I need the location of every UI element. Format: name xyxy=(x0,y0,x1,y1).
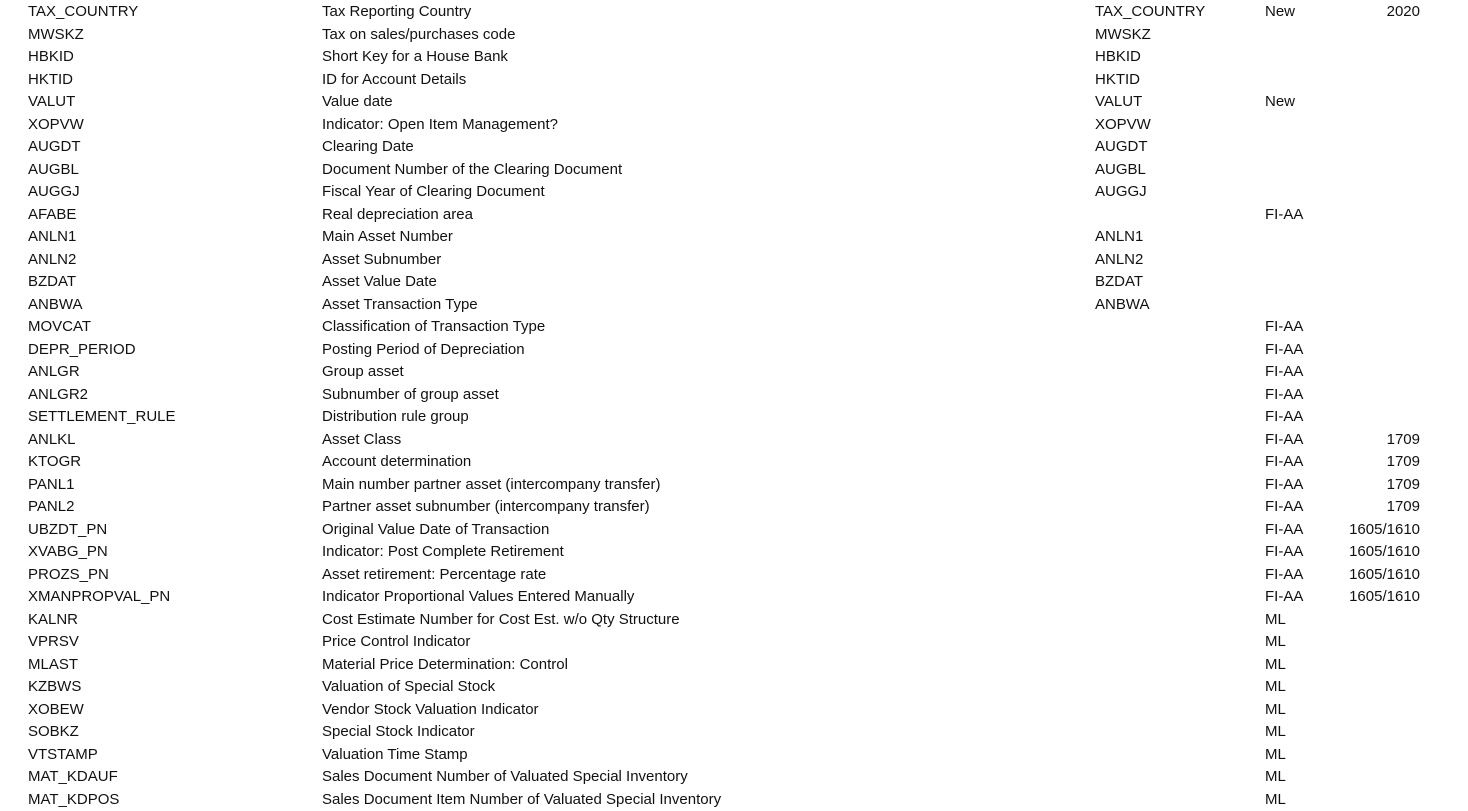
release-cell: 1605/1610 xyxy=(1330,564,1420,587)
status-cell: ML xyxy=(1265,609,1335,632)
status-cell: ML xyxy=(1265,631,1335,654)
status-cell: FI-AA xyxy=(1265,496,1335,519)
field-name-cell: ANBWA xyxy=(28,294,313,317)
technical-name-cell: XOPVW xyxy=(1095,114,1260,137)
table-row xyxy=(0,114,1468,137)
field-name-cell: HBKID xyxy=(28,46,313,69)
description-cell: Asset Class xyxy=(322,429,1087,452)
release-cell: 1605/1610 xyxy=(1330,519,1420,542)
field-name-cell: PANL2 xyxy=(28,496,313,519)
table-row xyxy=(0,429,1468,452)
field-name-cell: KZBWS xyxy=(28,676,313,699)
table-row xyxy=(0,609,1468,632)
table-row xyxy=(0,744,1468,767)
field-name-cell: UBZDT_PN xyxy=(28,519,313,542)
table-row xyxy=(0,631,1468,654)
field-name-cell: SOBKZ xyxy=(28,721,313,744)
release-cell: 1605/1610 xyxy=(1330,586,1420,609)
release-cell: 2020 xyxy=(1330,1,1420,24)
table-row xyxy=(0,564,1468,587)
description-cell: Indicator Proportional Values Entered Manually xyxy=(322,586,1087,609)
status-cell: FI-AA xyxy=(1265,339,1335,362)
table-row xyxy=(0,159,1468,182)
table-row xyxy=(0,384,1468,407)
status-cell: New xyxy=(1265,91,1335,114)
description-cell: Vendor Stock Valuation Indicator xyxy=(322,699,1087,722)
status-cell: ML xyxy=(1265,789,1335,811)
table-row xyxy=(0,451,1468,474)
field-name-cell: PROZS_PN xyxy=(28,564,313,587)
field-name-cell: KALNR xyxy=(28,609,313,632)
field-name-cell: ANLKL xyxy=(28,429,313,452)
description-cell: Asset retirement: Percentage rate xyxy=(322,564,1087,587)
table-row xyxy=(0,406,1468,429)
status-cell: FI-AA xyxy=(1265,586,1335,609)
field-name-cell: XOPVW xyxy=(28,114,313,137)
release-cell: 1709 xyxy=(1330,474,1420,497)
table-row xyxy=(0,24,1468,47)
description-cell: Sales Document Item Number of Valuated Special Inventory xyxy=(322,789,1087,811)
field-name-cell: ANLN1 xyxy=(28,226,313,249)
table-row xyxy=(0,69,1468,92)
field-name-cell: HKTID xyxy=(28,69,313,92)
description-cell: Material Price Determination: Control xyxy=(322,654,1087,677)
field-name-cell: AUGDT xyxy=(28,136,313,159)
release-cell: 1709 xyxy=(1330,429,1420,452)
field-name-cell: ANLGR2 xyxy=(28,384,313,407)
description-cell: Original Value Date of Transaction xyxy=(322,519,1087,542)
description-cell: Fiscal Year of Clearing Document xyxy=(322,181,1087,204)
technical-name-cell: ANBWA xyxy=(1095,294,1260,317)
description-cell: Valuation of Special Stock xyxy=(322,676,1087,699)
description-cell: Value date xyxy=(322,91,1087,114)
table-row xyxy=(0,699,1468,722)
status-cell: FI-AA xyxy=(1265,384,1335,407)
field-name-cell: AUGGJ xyxy=(28,181,313,204)
description-cell: Sales Document Number of Valuated Special Inventory xyxy=(322,766,1087,789)
technical-name-cell: VALUT xyxy=(1095,91,1260,114)
table-row xyxy=(0,46,1468,69)
field-table xyxy=(0,1,1468,811)
technical-name-cell: HBKID xyxy=(1095,46,1260,69)
table-row xyxy=(0,519,1468,542)
release-cell: 1709 xyxy=(1330,451,1420,474)
table-row xyxy=(0,204,1468,227)
field-name-cell: XVABG_PN xyxy=(28,541,313,564)
field-name-cell: ANLN2 xyxy=(28,249,313,272)
table-row xyxy=(0,721,1468,744)
table-row xyxy=(0,339,1468,362)
table-row xyxy=(0,496,1468,519)
status-cell: FI-AA xyxy=(1265,316,1335,339)
status-cell: ML xyxy=(1265,766,1335,789)
description-cell: Partner asset subnumber (intercompany transfer) xyxy=(322,496,1087,519)
description-cell: Group asset xyxy=(322,361,1087,384)
status-cell: FI-AA xyxy=(1265,429,1335,452)
field-name-cell: MAT_KDPOS xyxy=(28,789,313,811)
status-cell: FI-AA xyxy=(1265,564,1335,587)
description-cell: Distribution rule group xyxy=(322,406,1087,429)
status-cell: ML xyxy=(1265,721,1335,744)
table-row xyxy=(0,91,1468,114)
description-cell: Main number partner asset (intercompany transfer) xyxy=(322,474,1087,497)
status-cell: FI-AA xyxy=(1265,451,1335,474)
description-cell: Clearing Date xyxy=(322,136,1087,159)
description-cell: Main Asset Number xyxy=(322,226,1087,249)
technical-name-cell: BZDAT xyxy=(1095,271,1260,294)
status-cell: ML xyxy=(1265,699,1335,722)
table-row xyxy=(0,271,1468,294)
description-cell: Indicator: Open Item Management? xyxy=(322,114,1087,137)
field-name-cell: DEPR_PERIOD xyxy=(28,339,313,362)
description-cell: Tax Reporting Country xyxy=(322,1,1087,24)
description-cell: Posting Period of Depreciation xyxy=(322,339,1087,362)
field-name-cell: TAX_COUNTRY xyxy=(28,1,313,24)
table-row xyxy=(0,294,1468,317)
description-cell: Account determination xyxy=(322,451,1087,474)
technical-name-cell: AUGDT xyxy=(1095,136,1260,159)
technical-name-cell: AUGBL xyxy=(1095,159,1260,182)
status-cell: FI-AA xyxy=(1265,406,1335,429)
status-cell: FI-AA xyxy=(1265,519,1335,542)
field-name-cell: ANLGR xyxy=(28,361,313,384)
description-cell: Short Key for a House Bank xyxy=(322,46,1087,69)
table-row xyxy=(0,181,1468,204)
table-row xyxy=(0,789,1468,811)
description-cell: Valuation Time Stamp xyxy=(322,744,1087,767)
technical-name-cell: TAX_COUNTRY xyxy=(1095,1,1260,24)
field-name-cell: XOBEW xyxy=(28,699,313,722)
description-cell: Asset Value Date xyxy=(322,271,1087,294)
field-name-cell: SETTLEMENT_RULE xyxy=(28,406,313,429)
field-name-cell: MLAST xyxy=(28,654,313,677)
status-cell: FI-AA xyxy=(1265,204,1335,227)
table-row xyxy=(0,654,1468,677)
technical-name-cell: ANLN2 xyxy=(1095,249,1260,272)
release-cell: 1605/1610 xyxy=(1330,541,1420,564)
description-cell: Real depreciation area xyxy=(322,204,1087,227)
description-cell: Indicator: Post Complete Retirement xyxy=(322,541,1087,564)
technical-name-cell: MWSKZ xyxy=(1095,24,1260,47)
field-name-cell: PANL1 xyxy=(28,474,313,497)
status-cell: FI-AA xyxy=(1265,541,1335,564)
field-name-cell: BZDAT xyxy=(28,271,313,294)
description-cell: Subnumber of group asset xyxy=(322,384,1087,407)
description-cell: Asset Subnumber xyxy=(322,249,1087,272)
table-row xyxy=(0,474,1468,497)
field-name-cell: XMANPROPVAL_PN xyxy=(28,586,313,609)
table-row xyxy=(0,316,1468,339)
description-cell: Asset Transaction Type xyxy=(322,294,1087,317)
field-name-cell: VTSTAMP xyxy=(28,744,313,767)
status-cell: FI-AA xyxy=(1265,474,1335,497)
field-name-cell: AFABE xyxy=(28,204,313,227)
field-name-cell: VPRSV xyxy=(28,631,313,654)
description-cell: Document Number of the Clearing Document xyxy=(322,159,1087,182)
status-cell: ML xyxy=(1265,676,1335,699)
technical-name-cell: HKTID xyxy=(1095,69,1260,92)
status-cell: FI-AA xyxy=(1265,361,1335,384)
status-cell: ML xyxy=(1265,654,1335,677)
table-row xyxy=(0,1,1468,24)
field-name-cell: VALUT xyxy=(28,91,313,114)
status-cell: New xyxy=(1265,1,1335,24)
technical-name-cell: AUGGJ xyxy=(1095,181,1260,204)
table-row xyxy=(0,676,1468,699)
table-row xyxy=(0,136,1468,159)
field-name-cell: KTOGR xyxy=(28,451,313,474)
table-row xyxy=(0,249,1468,272)
release-cell: 1709 xyxy=(1330,496,1420,519)
table-row xyxy=(0,361,1468,384)
field-name-cell: MAT_KDAUF xyxy=(28,766,313,789)
table-row xyxy=(0,766,1468,789)
table-row xyxy=(0,586,1468,609)
description-cell: Tax on sales/purchases code xyxy=(322,24,1087,47)
description-cell: ID for Account Details xyxy=(322,69,1087,92)
description-cell: Classification of Transaction Type xyxy=(322,316,1087,339)
field-name-cell: MWSKZ xyxy=(28,24,313,47)
table-row xyxy=(0,541,1468,564)
description-cell: Price Control Indicator xyxy=(322,631,1087,654)
technical-name-cell: ANLN1 xyxy=(1095,226,1260,249)
description-cell: Special Stock Indicator xyxy=(322,721,1087,744)
description-cell: Cost Estimate Number for Cost Est. w/o Qty Structure xyxy=(322,609,1087,632)
status-cell: ML xyxy=(1265,744,1335,767)
field-name-cell: AUGBL xyxy=(28,159,313,182)
table-row xyxy=(0,226,1468,249)
field-name-cell: MOVCAT xyxy=(28,316,313,339)
